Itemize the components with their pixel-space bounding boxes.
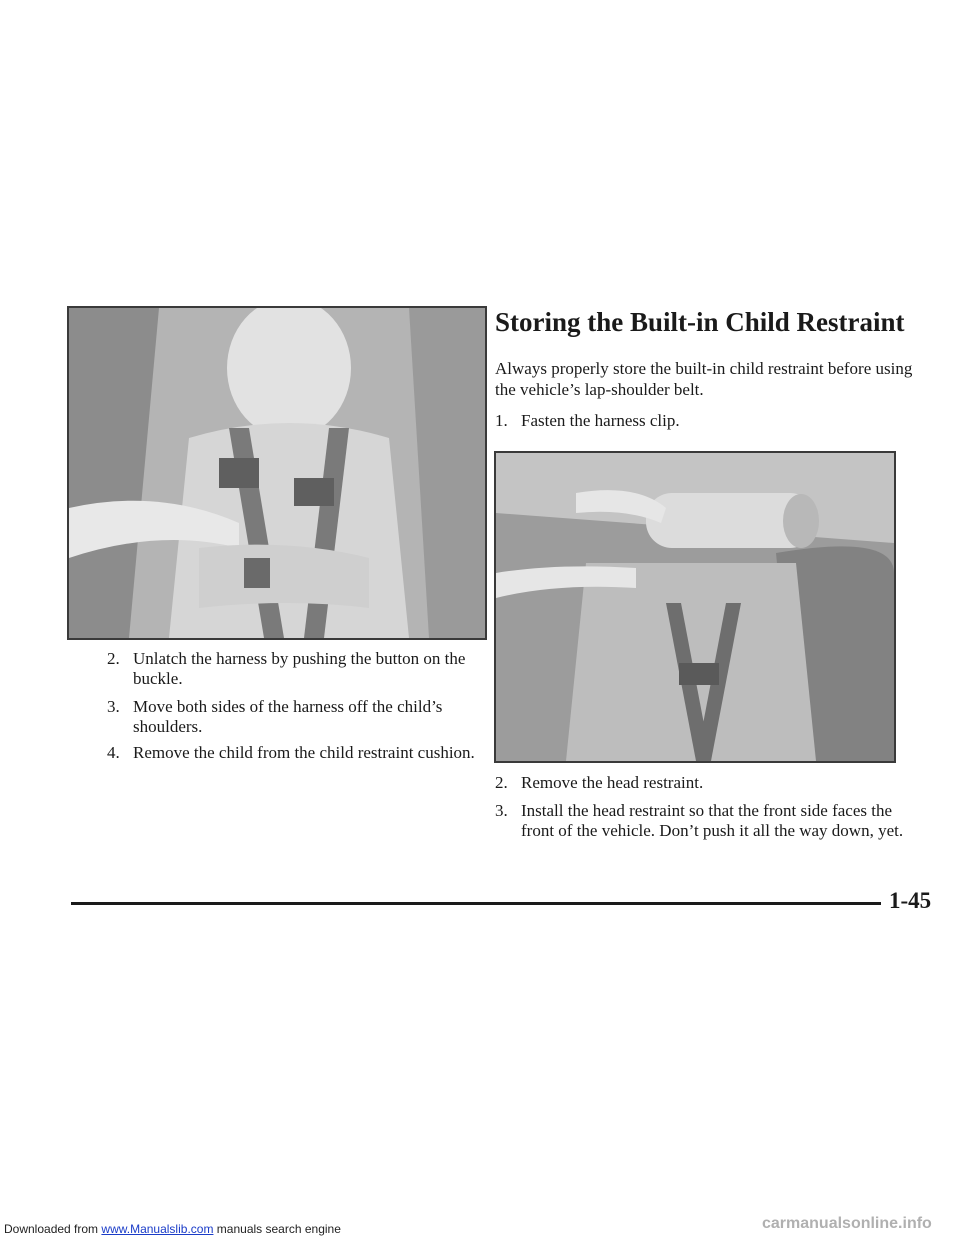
page-number: 1-45: [889, 888, 932, 913]
step-number: 3.: [495, 801, 508, 820]
download-footer: [4, 1222, 341, 1236]
step-text: Unlatch the harness by pushing the button on the buckle.: [133, 649, 466, 688]
watermark-text: carmanualsonline.info: [762, 1215, 932, 1232]
step-number: 1.: [495, 411, 508, 430]
right-step-1: [495, 411, 925, 431]
footer-prefix: Downloaded from: [4, 1222, 99, 1236]
section-heading: Storing the Built-in Child Restraint: [495, 307, 905, 337]
intro-paragraph: Always properly store the built-in child restraint before using the vehicle’s lap-shoulder belt.: [495, 359, 913, 399]
left-step-4: [107, 743, 497, 763]
step-number: 2.: [495, 773, 508, 792]
child-in-restraint-illustration: [67, 306, 487, 640]
left-step-3: [107, 697, 497, 737]
left-step-2: [107, 649, 497, 689]
head-restraint-illustration: [494, 451, 896, 763]
step-number: 2.: [107, 649, 120, 668]
step-text: Fasten the harness clip.: [521, 411, 680, 430]
step-number: 3.: [107, 697, 120, 716]
manualslib-link[interactable]: www.Manualslib.com: [101, 1222, 214, 1236]
right-step-3: [495, 801, 925, 841]
step-text: Move both sides of the harness off the child’s shoulders.: [133, 697, 443, 736]
footer-suffix: manuals search engine: [216, 1222, 341, 1236]
step-text: Remove the head restraint.: [521, 773, 704, 792]
bottom-rule: [71, 902, 881, 905]
step-text: Install the head restraint so that the front side faces the front of the vehicle. Don’t push it all the way down, yet.: [521, 801, 904, 840]
step-text: Remove the child from the child restraint cushion.: [133, 743, 475, 762]
right-step-2: [495, 773, 925, 793]
step-number: 4.: [107, 743, 120, 762]
